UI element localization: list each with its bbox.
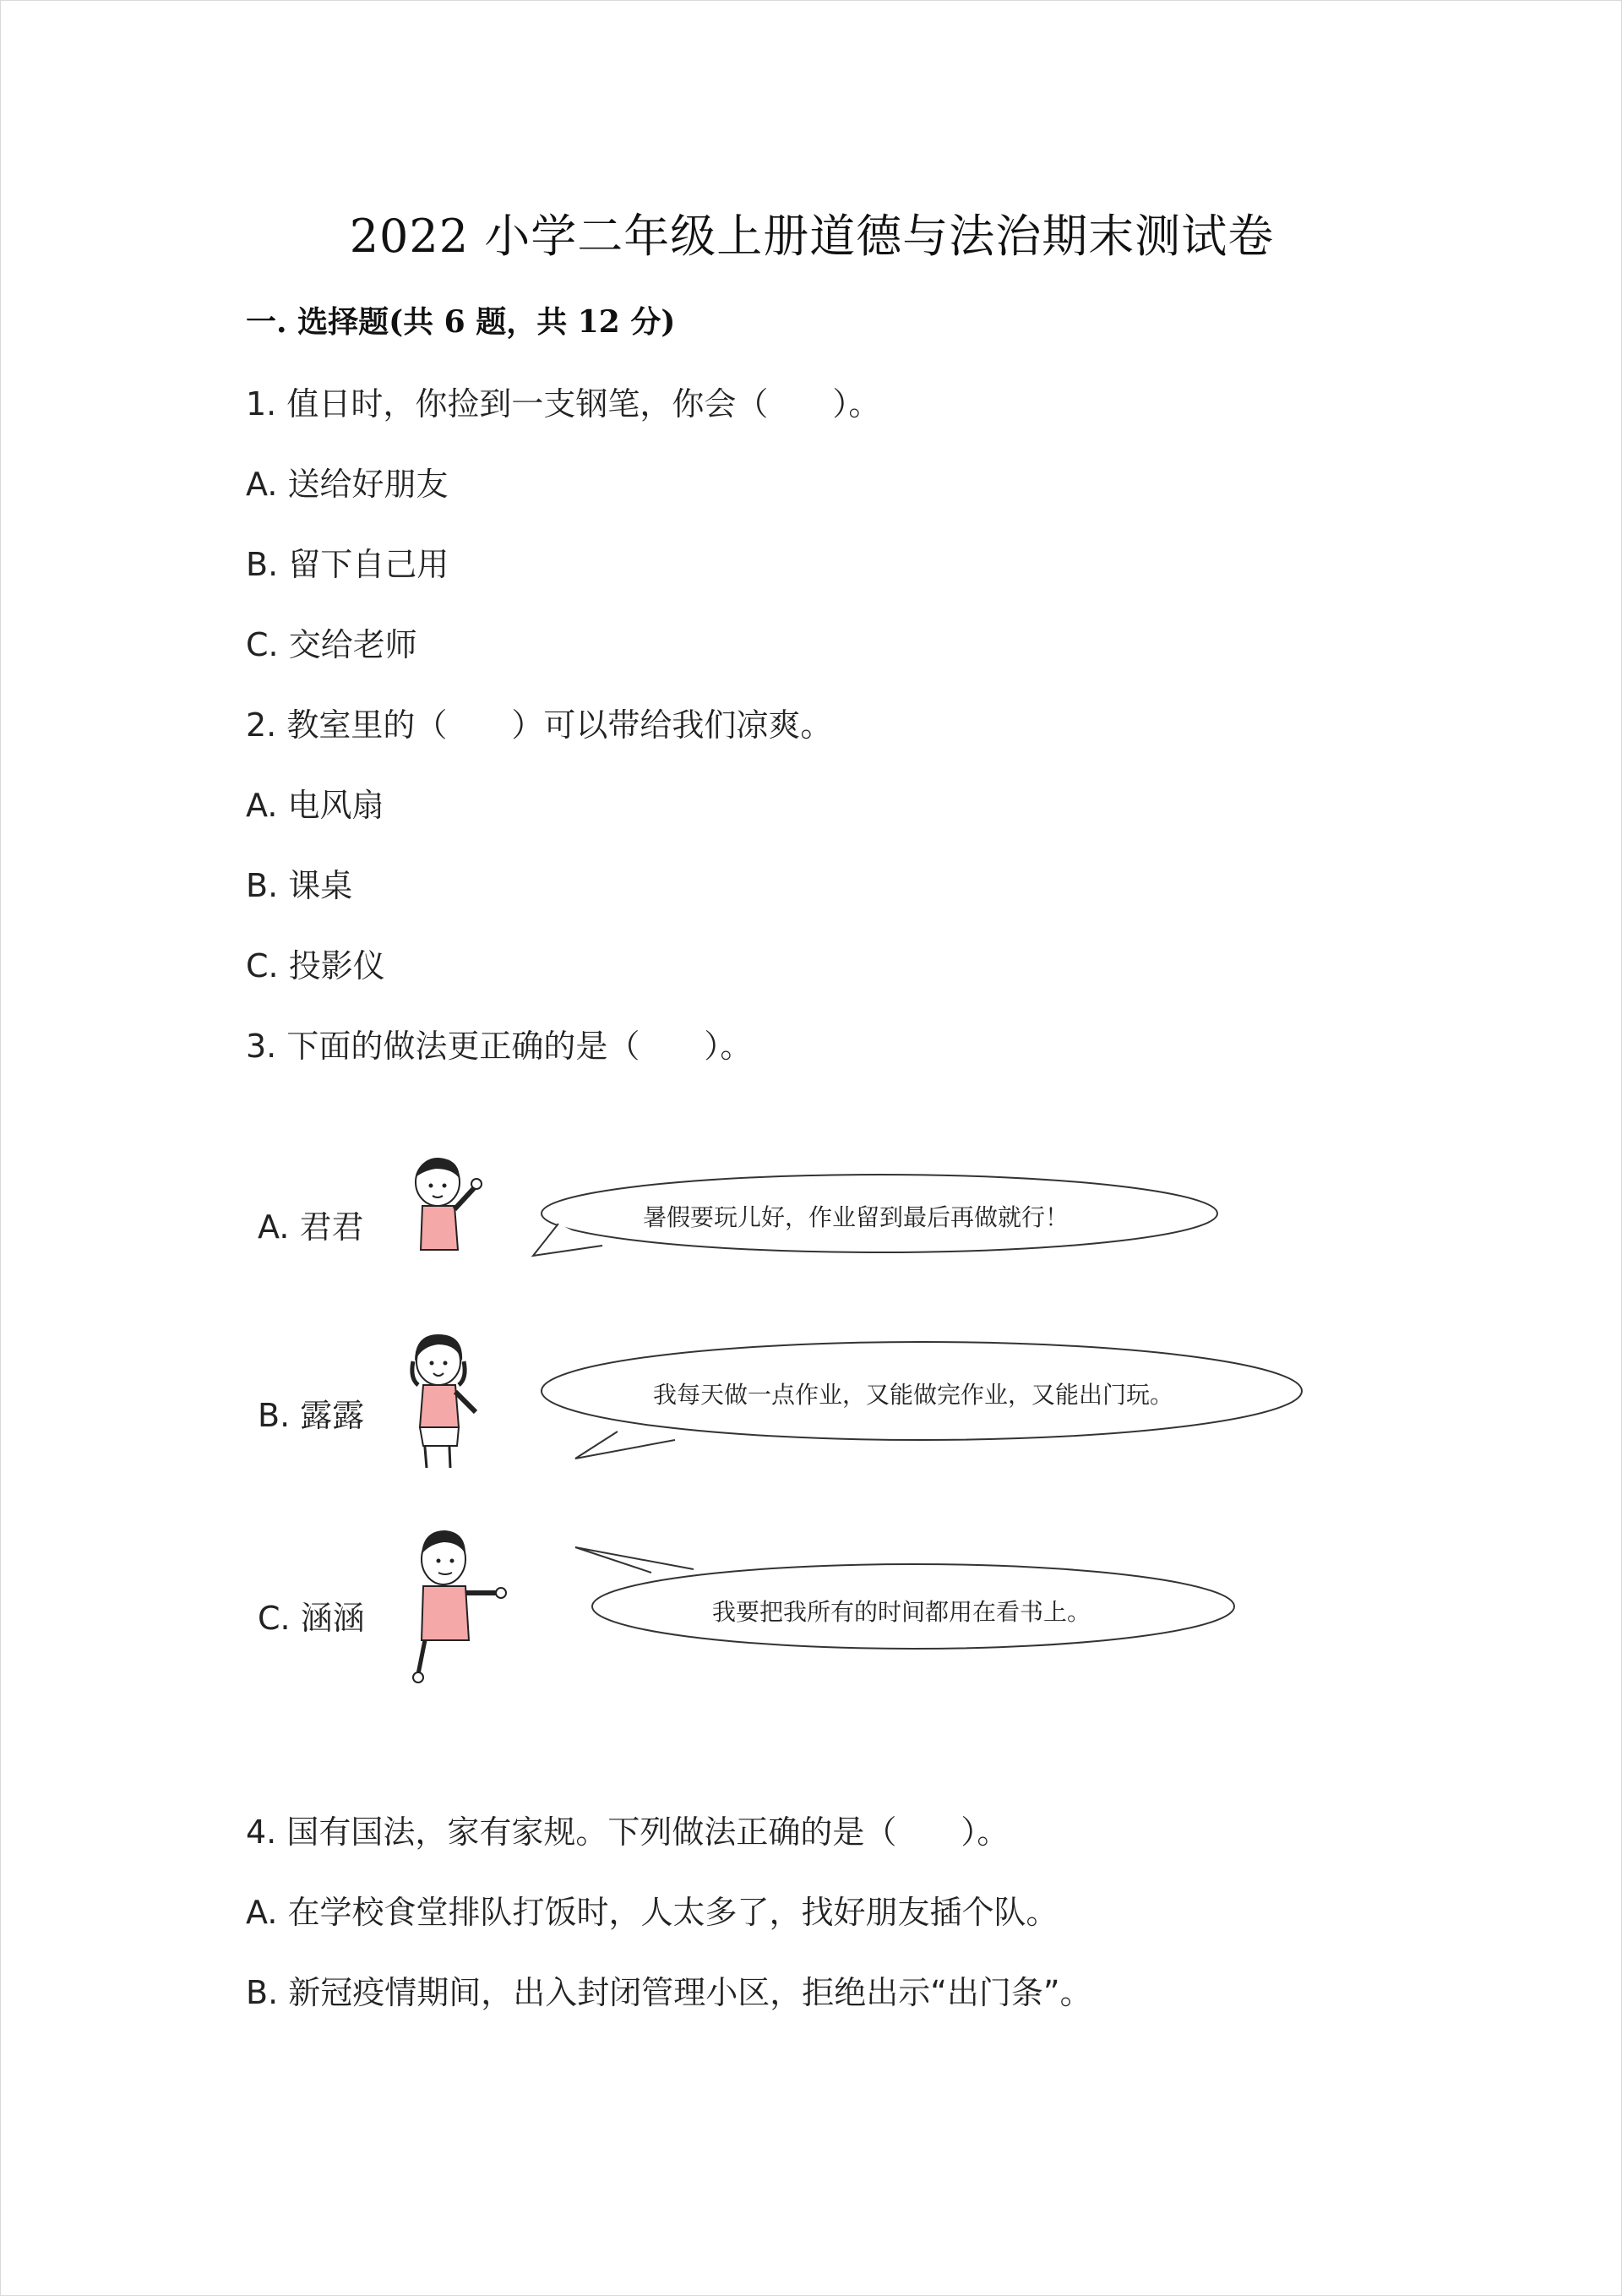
figure-option-a-label: A. 君君 [258,1208,364,1246]
figure-option-c-label: C. 涵涵 [258,1600,365,1637]
question-2-stem: 2. 教室里的（ ）可以带给我们凉爽。 [246,706,833,744]
section-heading: 一. 选择题(共 6 题，共 12 分) [246,304,676,340]
figure-option-b-label: B. 露露 [258,1397,365,1434]
question-4-option-b: B. 新冠疫情期间，出入封闭管理小区，拒绝出示“出门条”。 [246,1974,1092,2011]
question-1-option-c: C. 交给老师 [246,626,417,663]
question-1-stem: 1. 值日时，你捡到一支钢笔，你会（ ）。 [246,385,881,423]
question-2-option-c: C. 投影仪 [246,947,385,984]
question-3-stem: 3. 下面的做法更正确的是（ ）。 [246,1028,753,1065]
question-4-option-a: A. 在学校食堂排队打饭时，人太多了，找好朋友插个队。 [246,1894,1059,1931]
boy-hanhan-illustration [406,1522,508,1691]
boy-junjun-illustration [402,1150,495,1268]
girl-lulu-illustration [398,1328,491,1480]
question-1-option-a: A. 送给好朋友 [246,466,449,503]
speech-text-c: 我要把我所有的时间都用在看书上。 [712,1598,1091,1626]
speech-text-a: 暑假要玩儿好，作业留到最后再做就行！ [643,1203,1070,1231]
page-title: 2022 小学二年级上册道德与法治期末测试卷 [349,210,1275,263]
question-1-option-b: B. 留下自己用 [246,546,449,583]
question-2-option-a: A. 电风扇 [246,787,384,824]
question-4-stem: 4. 国有国法，家有家规。下列做法正确的是（ ）。 [246,1813,1010,1851]
question-3-figure [246,1125,1344,1733]
speech-text-b: 我每天做一点作业，又能做完作业，又能出门玩。 [653,1381,1174,1409]
question-2-option-b: B. 课桌 [246,867,353,904]
